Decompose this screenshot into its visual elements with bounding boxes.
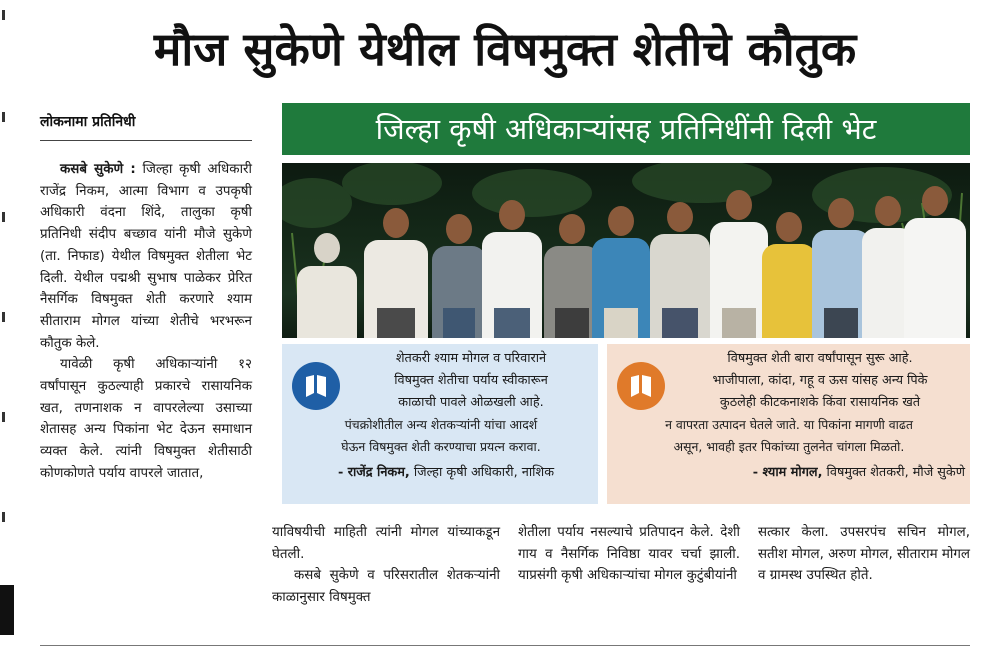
text-line: केले. (75, 335, 100, 351)
quote-line: असून, भावही इतर पिकांच्या तुलनेत चांगला मिळतो. (673, 439, 905, 454)
text-line: शेतीला पर्याय नसल्याचे प्रतिपादन (518, 525, 684, 540)
person-figure (297, 233, 357, 338)
person-figure (432, 214, 486, 338)
edge-mark (2, 412, 5, 422)
quote-line: काळाची पावले ओळखली आहे. (398, 395, 544, 410)
quote-author: - श्याम मोगल, (752, 465, 823, 480)
quote-text (348, 348, 594, 414)
text-line: शिंदे, तालुका कृषी प्रतिनिधी संदीप (40, 205, 252, 243)
text-line: यांच्याकडून घेतली. (272, 525, 500, 562)
news-photo (282, 163, 970, 338)
text-line: अधिकारी राजेंद्र निकम, आत्मा (40, 162, 252, 199)
text-line: पाळेकर प्रेरित नैसर्गिक विषमुक्त (40, 270, 252, 308)
text-line: जिल्हा कृषी (142, 162, 201, 177)
quote-text (673, 348, 967, 414)
person-figure (762, 212, 816, 338)
article-column-4 (758, 522, 970, 587)
quote-mark-icon (617, 362, 665, 410)
text-line: रासायनिक खत, तणनाशक न (40, 379, 252, 416)
edge-mark (2, 212, 5, 222)
text-line: शेती करणारे श्याम सीताराम मोगल (40, 292, 252, 329)
quote-line: घेऊन विषमुक्त शेती करण्याचा प्रयत्न करावा. (341, 439, 541, 454)
edge-mark (2, 10, 5, 20)
text-line: केले. देशी गाय व नैसर्गिक निविष्ठा (518, 525, 740, 562)
quote-text-wide (288, 414, 594, 458)
person-figure (364, 208, 428, 338)
text-line: सत्कार केला. उपसरपंच सचिन (758, 525, 926, 540)
text-line: यांच्या शेतीचे भरभरून कौतुक (40, 313, 252, 351)
article-column-1 (40, 159, 252, 485)
quote-text-wide (611, 414, 967, 458)
page-edge-tab (0, 585, 14, 635)
dateline: कसबे सुकेणे : (60, 162, 136, 177)
quote-author-role: विषमुक्त शेतकरी, मौजे सुकेणे (826, 465, 965, 480)
text-line: उपस्थित होते. (806, 568, 873, 584)
headline: मौज सुकेणे येथील विषमुक्त शेतीचे कौतुक (153, 22, 857, 76)
text-line: मोगल, सीताराम मोगल व ग्रामस्थ (758, 546, 970, 584)
text-line: कोणकोणते पर्याय वापरले जातात, (40, 465, 204, 481)
byline: लोकनामा प्रतिनिधी (40, 114, 136, 130)
text-line: भेट दिली. येथील पद्मश्री सुभाष (40, 248, 252, 286)
person-figure (482, 200, 542, 338)
text-line: कसबे सुकेणे व परिसरातील (294, 568, 439, 584)
text-line: यावेळी कृषी अधिकाऱ्यांनी (60, 357, 218, 373)
quote-box-left (282, 344, 598, 504)
text-line: याविषयीची माहिती त्यांनी मोगल (272, 525, 439, 540)
edge-mark (2, 512, 5, 522)
quote-line: भाजीपाला, कांदा, गहू व ऊस यांसह अन्य पिके (712, 373, 928, 388)
text-line: मोगल, सतीश मोगल, अरुण (758, 525, 970, 562)
text-line: विभाग व उपकृषी अधिकारी वंदना (40, 183, 252, 221)
text-line: बच्छाव यांनी मौजे सुकेणे (ता. (40, 227, 252, 264)
person-figure (592, 206, 650, 338)
person-figure (650, 202, 710, 338)
edge-mark (2, 312, 5, 322)
text-line: निफाड) येथील विषमुक्त शेतीला (67, 248, 229, 264)
person-figure (710, 190, 768, 338)
quote-signature (647, 462, 965, 484)
text-line: वापरलेल्या उसाच्या शेतासह अन्य (40, 400, 252, 438)
quote-line: विषमुक्त शेतीचा पर्याय स्वीकारून (394, 373, 548, 388)
text-line: यावर चर्चा झाली. याप्रसंगी कृषी (518, 546, 740, 584)
quote-box-right (607, 344, 970, 504)
page-edge-marks (0, 0, 14, 652)
quote-mark-icon (292, 362, 340, 410)
quote-line: विषमुक्त शेती बारा वर्षांपासून सुरू आहे. (727, 351, 913, 366)
person-figure (904, 186, 966, 338)
quote-author-role: जिल्हा कृषी अधिकारी, नाशिक (413, 465, 555, 480)
quote-line: न वापरता उत्पादन घेतले जाते. या पिकांना मागणी वाढत (665, 417, 913, 432)
text-line: शेतकऱ्यांनी काळानुसार विषमुक्त (272, 568, 500, 606)
article-column-2 (272, 522, 500, 609)
text-line: पिकांना भेट देऊन समाधान व्यक्त (40, 422, 252, 460)
text-line: केले. त्यांनी विषमुक्त शेतीसाठी (79, 444, 252, 460)
quote-line: कुठलेही कीटकनाशके किंवा रासायनिक खते (719, 395, 921, 410)
quote-signature (296, 462, 596, 484)
quote-author: - राजेंद्र निकम, (337, 465, 410, 480)
byline-divider (40, 140, 252, 141)
quote-line: पंचक्रोशीतील अन्य शेतकऱ्यांनी यांचा आदर्श (344, 417, 538, 432)
edge-mark (2, 112, 5, 122)
article-column-3 (518, 522, 740, 587)
text-line: १२ वर्षांपासून कुठल्याही प्रकारचे (40, 357, 252, 395)
quote-line: शेतकरी श्याम मोगल व परिवाराने (395, 351, 547, 366)
subheadline-banner: जिल्हा कृषी अधिकाऱ्यांसह प्रतिनिधींनी दिली भेट (282, 103, 970, 155)
text-line: अधिकाऱ्यांचा मोगल कुटुंबीयांनी (586, 568, 737, 584)
page-divider (40, 645, 970, 646)
